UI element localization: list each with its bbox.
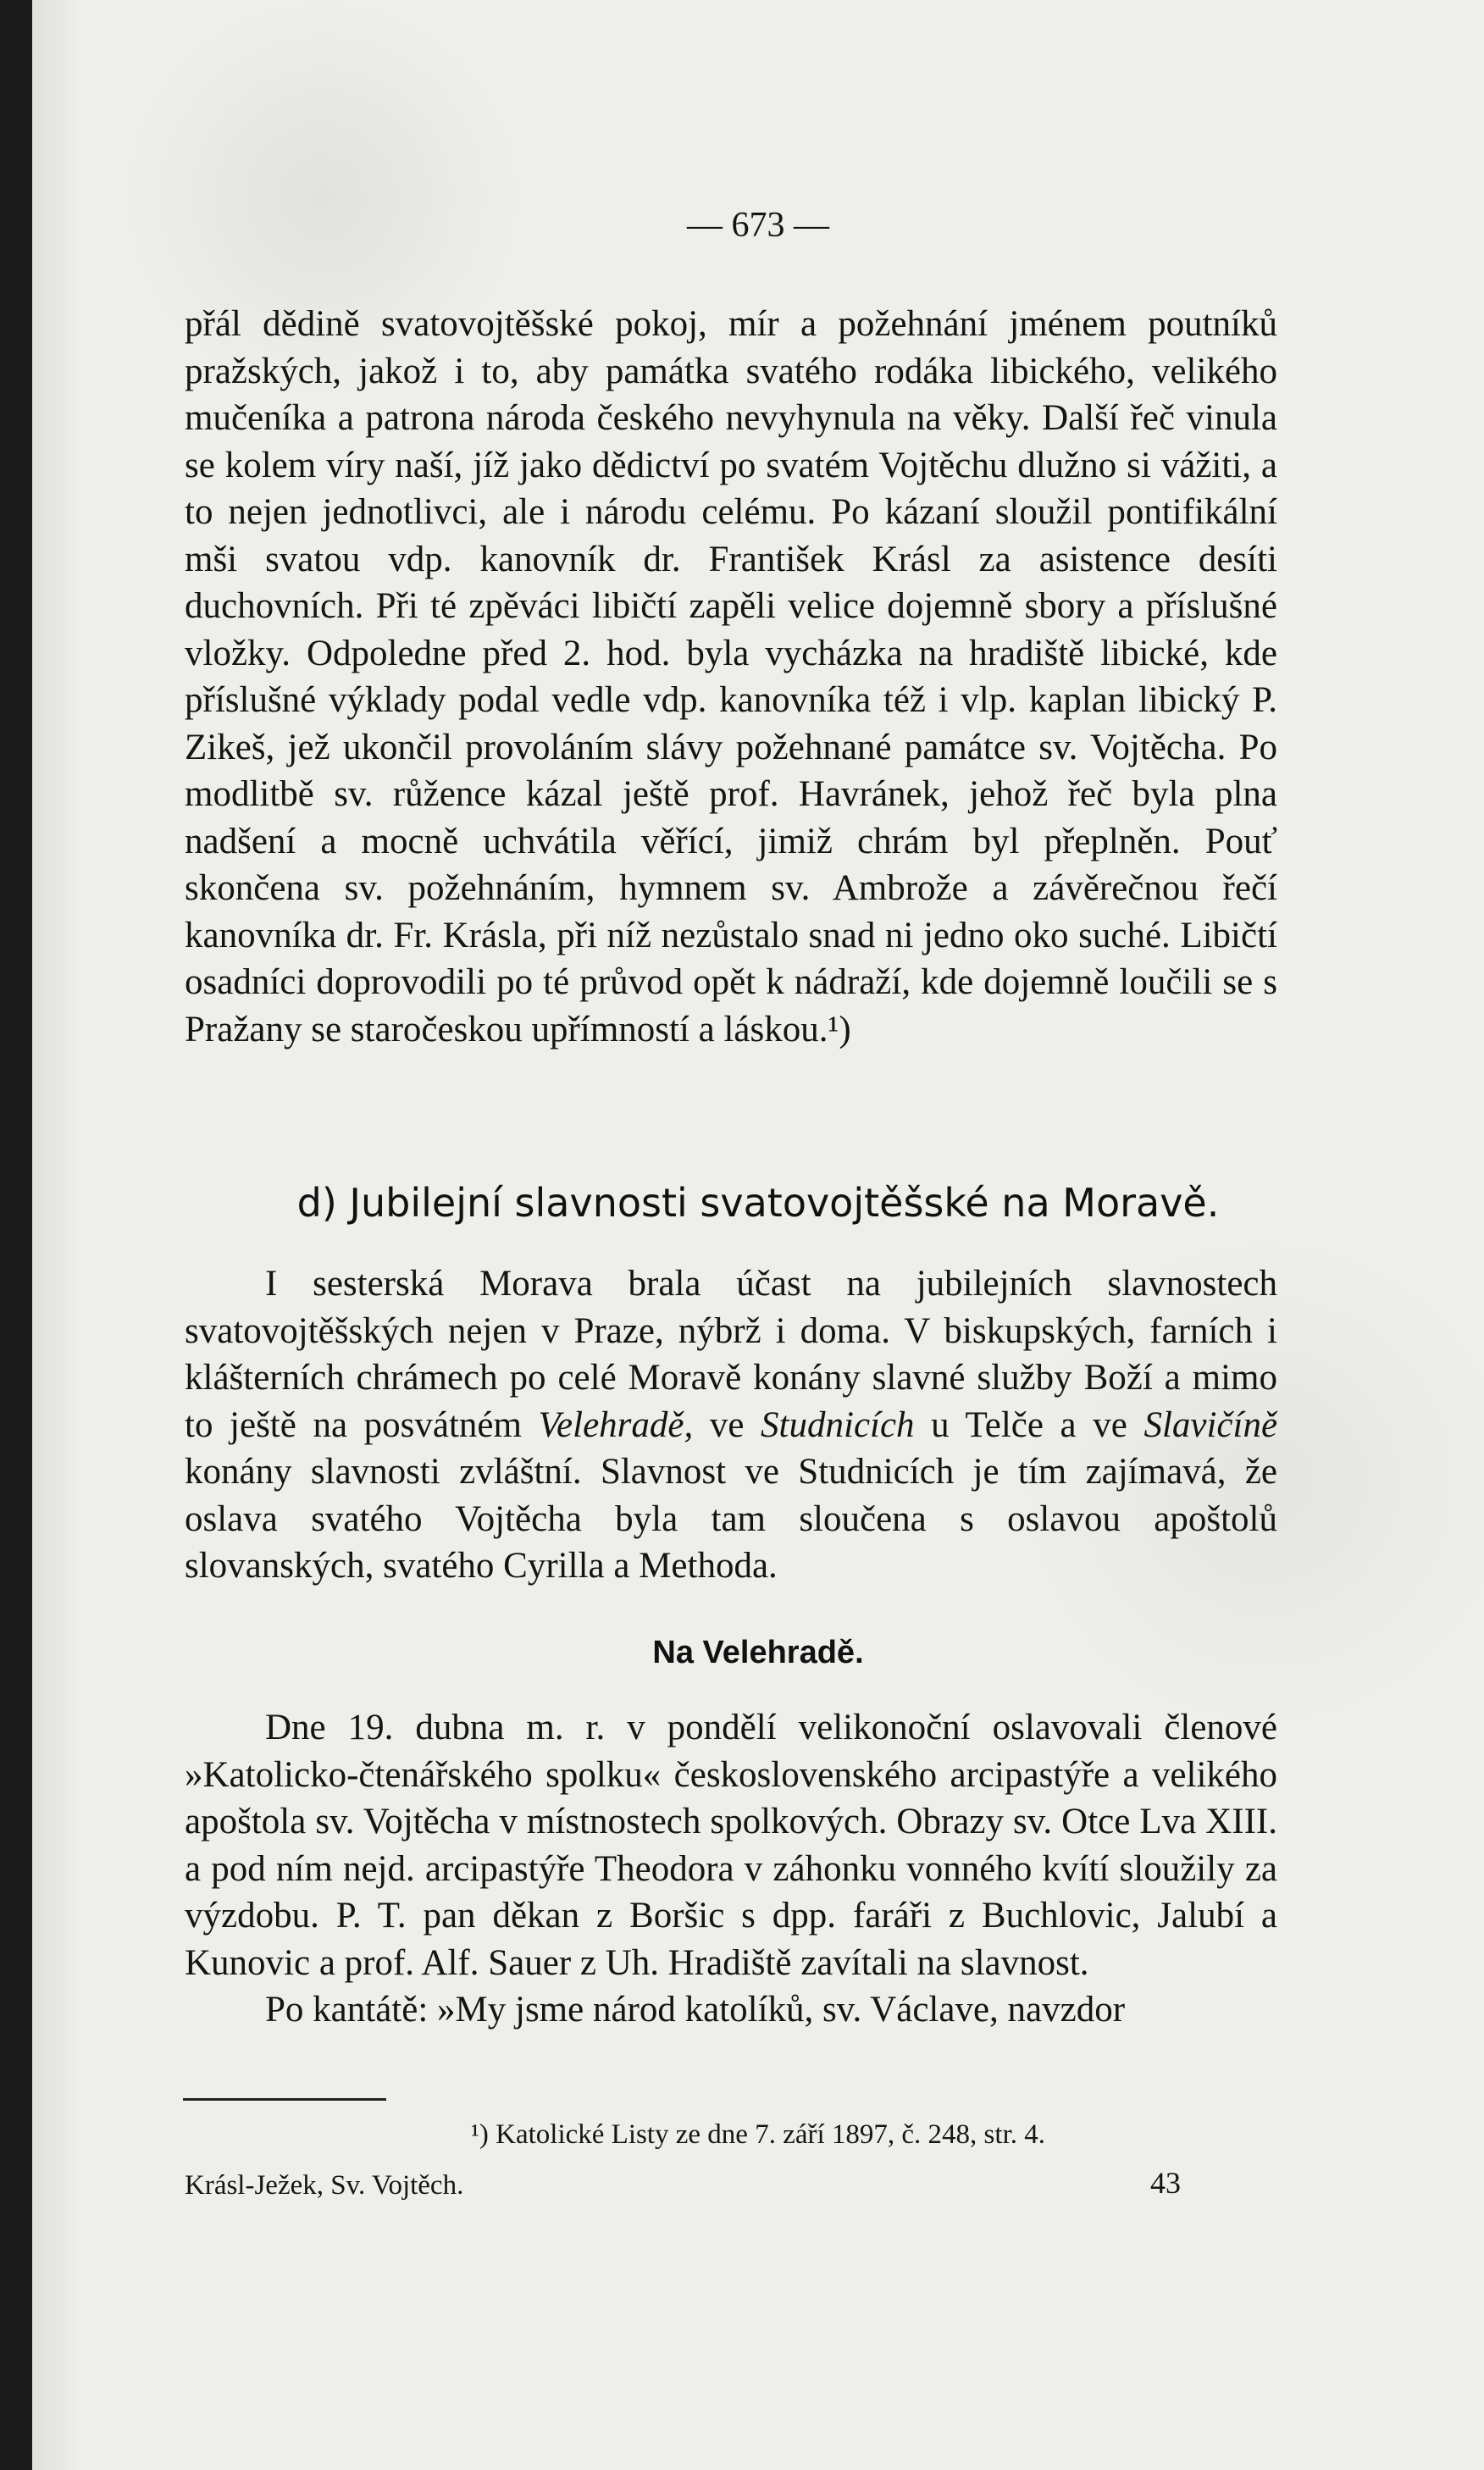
moravia-text-4: konány slavnosti zvláštní. Slavnost ve Studnicích je tím zajímavá, že oslava svatého Vojtěcha byla tam sloučena s oslavou apoštolů slovanských, svatého Cyrilla a Methoda. (185, 1452, 1277, 1586)
velehrad-block (185, 1704, 1277, 2034)
section-heading: d) Jubilejní slavnosti svatovojtěšské na Moravě. (296, 1180, 1220, 1226)
footnote-rule (183, 2098, 386, 2101)
subheading-velehrad: Na Velehradě. (652, 1635, 864, 1670)
paragraph-moravia (185, 1260, 1277, 1590)
moravia-text-1: I sesterská Morava brala účast na jubilejních slavnostech svatovojtěšských nejen v Praze, nýbrž i doma. V biskupských, farních i klášterních chrámech po celé Moravě konány slavné služby Boží a mimo to ještě na posvátném (185, 1264, 1277, 1445)
book-page (32, 0, 1484, 2470)
moravia-text-2: ve (709, 1404, 745, 1445)
moravia-text-3: u Telče a ve (931, 1404, 1127, 1445)
footer-signature: Krásl-Ježek, Sv. Vojtěch. (185, 2170, 464, 2201)
place-velehrad: Velehradě, (538, 1404, 694, 1445)
paragraph-velehrad-1: Dne 19. dubna m. r. v pondělí velikonoční oslavovali členové »Katolicko-čtenářského spolku« československého arcipastýře a velikého apoštola sv. Vojtěcha v místnostech spolkových. Obrazy sv. Otce Lva XIII. a pod ním nejd. arcipastýře Theodora v záhonku vonného kvítí sloužily za výzdobu. P. T. pan děkan z Boršic s dpp. faráři z Buchlovic, Jalubí a Kunovic a prof. Alf. Sauer z Uh. Hradiště zavítali na slavnost. (185, 1708, 1277, 1983)
place-slavicin: Slavičíně (1143, 1404, 1278, 1445)
place-studnice: Studnicích (761, 1404, 915, 1445)
paragraph-velehrad-2: Po kantátě: »My jsme národ katolíků, sv. Václave, navzdor (265, 1990, 1126, 2030)
page-number: — 673 — (687, 206, 829, 245)
footer-sheet-number: 43 (1150, 2166, 1181, 2200)
footnote: ¹) Katolické Listy ze dne 7. září 1897, č. 248, str. 4. (471, 2119, 1045, 2150)
paragraph-main: přál dědině svatovojtěšské pokoj, mír a požehnání jménem poutníků pražských, jakož i to, aby památka svatého rodáka libického, velikého mučeníka a patrona národa českého nevyhynula na věky. Další řeč vinula se kolem víry naší, jíž jako dědictví po svatém Vojtěchu dlužno si vážiti, a to nejen jednotlivci, ale i národu celému. Po kázaní sloužil pontifikální mši svatou vdp. kanovník dr. František Krásl za asistence desíti duchovních. Při té zpěváci libičtí zapěli velice dojemně sbory a příslušné vložky. Odpoledne před 2. hod. byla vycházka na hradiště libické, kde příslušné výklady podal vedle vdp. kanovníka též i vlp. kaplan libický P. Zikeš, jež ukončil provoláním slávy požehnané památce sv. Vojtěcha. Po modlitbě sv. růžence kázal ještě prof. Havránek, jehož řeč byla plna nadšení a mocně uchvátila věřící, jimiž chrám byl přeplněn. Pouť skončena sv. požehnáním, hymnem sv. Ambrože a závěrečnou řečí kanovníka dr. Fr. Krásla, při níž nezůstalo snad ni jedno oko suché. Libičtí osadníci doprovodili po té průvod opět k nádraží, kde dojemně loučili se s Pražany se staročeskou upřímností a láskou.¹) (185, 304, 1277, 1049)
